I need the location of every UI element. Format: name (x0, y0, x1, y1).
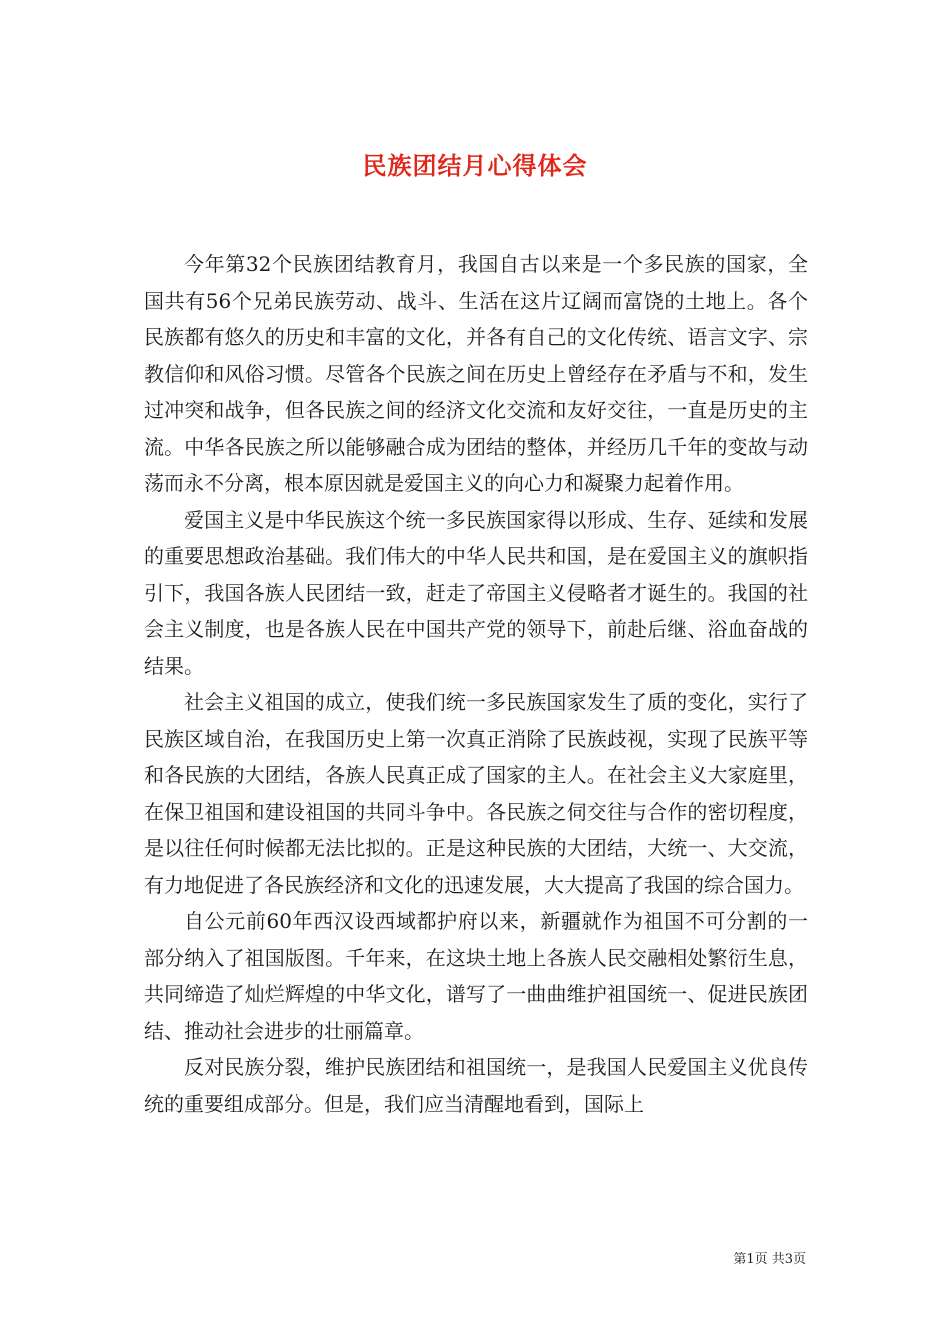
document-title: 民族团结月心得体会 (362, 151, 588, 181)
paragraph-4: 自公元前60年西汉设西域都护府以来，新疆就作为祖国不可分割的一部分纳入了祖国版图。千年来，在这块土地上各族人民交融相处繁衍生息，共同缔造了灿烂辉煌的中华文化，谱写了一曲曲维护祖国统一、促进民族团结、推动社会进步的壮丽篇章。 (144, 909, 808, 1043)
paragraph-5: 反对民族分裂，维护民族团结和祖国统一，是我国人民爱国主义优良传统的重要组成部分。但是，我们应当清醒地看到，国际上 (144, 1055, 808, 1116)
paragraph-1: 今年第32个民族团结教育月，我国自古以来是一个多民族的国家，全国共有56个兄弟民族劳动、战斗、生活在这片辽阔而富饶的土地上。各个民族都有悠久的历史和丰富的文化，并各有自己的文化传统、语言文字、宗教信仰和风俗习惯。尽管各个民族之间在历史上曾经存在矛盾与不和，发生过冲突和战争，但各民族之间的经济文化交流和友好交往，一直是历史的主流。中华各民族之所以能够融合成为团结的整体，并经历几千年的变故与动荡而永不分离，根本原因就是爱国主义的向心力和凝聚力起着作用。 (144, 252, 808, 495)
paragraph-3: 社会主义祖国的成立，使我们统一多民族国家发生了质的变化，实行了民族区域自治，在我国历史上第一次真正消除了民族歧视，实现了民族平等和各民族的大团结，各族人民真正成了国家的主人。在社会主义大家庭里，在保卫祖国和建设祖国的共同斗争中。各民族之伺交往与合作的密切程度，是以往任何时候都无法比拟的。正是这种民族的大团结，大统一、大交流，有力地促进了各民族经济和文化的迅速发展，大大提高了我国的综合国力。 (144, 690, 808, 897)
document-body (144, 246, 808, 1122)
page-number-footer: 第1页 共3页 (733, 1252, 806, 1267)
paragraph-2: 爱国主义是中华民族这个统一多民族国家得以形成、生存、延续和发展的重要思想政治基础。我们伟大的中华人民共和国，是在爱国主义的旗帜指引下，我国各族人民团结一致，赶走了帝国主义侵略者才诞生的。我国的社会主义制度，也是各族人民在中国共产党的领导下，前赴后继、浴血奋战的结果。 (144, 507, 808, 678)
